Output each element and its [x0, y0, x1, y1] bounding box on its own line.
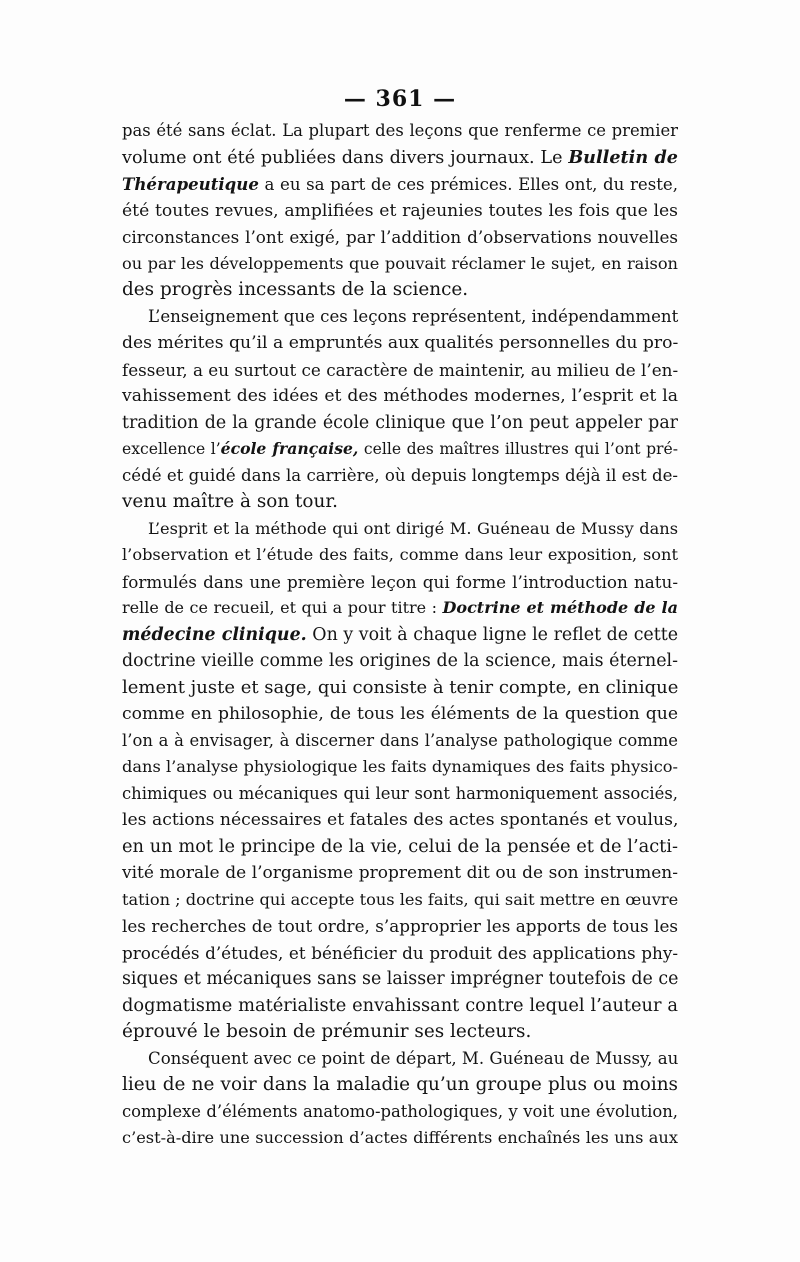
text-run: les recherches de tout ordre, s’approprier les apports de tous les — [122, 916, 678, 936]
italic-text: Doctrine et méthode de la — [442, 598, 678, 617]
text-run: des progrès incessants de la science. — [122, 279, 469, 300]
text-run: vahissement des idées et des méthodes modernes, l’esprit et la — [122, 386, 678, 406]
text-line — [122, 410, 678, 437]
text-run: formulés dans une première leçon qui forme l’introduction natu- — [122, 571, 678, 592]
text-run: les actions nécessaires et fatales des actes spontanés et voulus, — [122, 810, 679, 830]
text-line — [122, 807, 678, 834]
text-line — [122, 330, 678, 357]
text-line — [122, 1046, 678, 1073]
body-text — [122, 118, 678, 1152]
text-line — [122, 171, 678, 198]
text-line — [122, 860, 678, 887]
text-line — [122, 383, 678, 410]
text-run: ou par les développements que pouvait réclamer le sujet, en raison — [122, 253, 678, 273]
text-line — [122, 251, 678, 278]
text-line — [122, 754, 678, 781]
text-run: tradition de la grande école clinique que l’on peut appeler par — [122, 412, 678, 433]
text-line — [122, 940, 678, 967]
text-line — [122, 304, 678, 331]
italic-text: Bulletin de — [568, 146, 678, 168]
text-run: dans l’analyse physiologique les faits dynamiques des faits physico- — [122, 757, 678, 776]
text-line — [122, 1125, 678, 1152]
text-line — [122, 648, 678, 675]
text-line — [122, 198, 678, 225]
italic-text: Thérapeutique — [122, 174, 259, 194]
text-line — [122, 701, 678, 728]
text-line — [122, 277, 678, 304]
text-line — [122, 913, 678, 940]
text-run: procédés d’études, et bénéficier du produit des applications phy- — [122, 942, 678, 963]
text-line — [122, 622, 678, 649]
text-run: éprouvé le besoin de prémunir ses lecteurs. — [122, 1021, 532, 1042]
text-line — [122, 1099, 678, 1126]
text-run: L’enseignement que ces leçons représentent, indépendamment — [148, 306, 679, 326]
text-line — [122, 887, 678, 914]
text-line — [122, 357, 678, 384]
text-line — [122, 993, 678, 1020]
text-run: en un mot le principe de la vie, celui de la pensée et de l’acti- — [122, 835, 678, 857]
text-line — [122, 966, 678, 993]
text-line — [122, 1072, 678, 1099]
text-line — [122, 489, 678, 516]
text-line — [122, 1019, 678, 1046]
text-run: cédé et guidé dans la carrière, où depuis longtemps déjà il est de- — [122, 465, 678, 485]
text-run: volume ont été publiées dans divers journaux. Le — [122, 147, 569, 168]
text-line — [122, 224, 678, 251]
text-line — [122, 834, 678, 861]
text-line — [122, 463, 678, 490]
italic-text: médecine clinique. — [122, 624, 307, 645]
text-run: circonstances l’ont exigé, par l’addition d’observations nouvelles — [122, 227, 678, 247]
text-line — [122, 516, 678, 543]
text-run: excellence l’ — [122, 440, 221, 458]
text-run: a eu sa part de ces prémices. Elles ont, du reste, — [258, 175, 678, 194]
text-line — [122, 436, 678, 463]
text-run: vité morale de l’organisme proprement dit ou de son instrumen- — [122, 863, 678, 883]
text-line — [122, 675, 678, 702]
italic-text: école française, — [220, 439, 359, 458]
text-run: c’est-à-dire une succession d’actes différents enchaînés les uns aux — [122, 1128, 678, 1147]
text-line — [122, 781, 678, 808]
text-run: l’observation et l’étude des faits, comme dans leur exposition, sont — [122, 545, 678, 564]
text-line — [122, 728, 678, 755]
text-run: fesseur, a eu surtout ce caractère de maintenir, au milieu de l’en- — [122, 359, 679, 380]
text-line — [122, 542, 678, 569]
text-line — [122, 118, 678, 145]
text-run: celle des maîtres illustres qui l’ont pré- — [358, 440, 679, 458]
text-run: tation ; doctrine qui accepte tous les faits, qui sait mettre en œuvre — [122, 889, 679, 909]
text-run: comme en philosophie, de tous les éléments de la question que — [122, 704, 678, 724]
text-run: été toutes revues, amplifiées et rajeunies toutes les fois que les — [122, 200, 678, 221]
text-run: des mérites qu’il a empruntés aux qualités personnelles du pro- — [122, 333, 679, 353]
text-run: venu maître à son tour. — [122, 491, 338, 512]
text-run: doctrine vieille comme les origines de la science, mais éternel- — [122, 651, 678, 671]
text-run: l’on a à envisager, à discerner dans l’analyse pathologique comme — [122, 730, 678, 750]
text-run: siques et mécaniques sans se laisser imprégner toutefois de ce — [122, 969, 679, 989]
text-run: On y voit à chaque ligne le reflet de cette — [306, 624, 678, 645]
text-line — [122, 145, 678, 172]
text-line — [122, 569, 678, 596]
text-run: Conséquent avec ce point de départ, M. Guéneau de Mussy, au — [148, 1048, 679, 1068]
text-run: lieu de ne voir dans la maladie qu’un groupe plus ou moins — [122, 1074, 678, 1095]
page-number: — 361 — — [343, 86, 457, 112]
text-run: chimiques ou mécaniques qui leur sont harmoniquement associés, — [122, 783, 678, 803]
text-run: L’esprit et la méthode qui ont dirigé M. Guéneau de Mussy dans — [148, 518, 678, 538]
text-line — [122, 595, 678, 622]
text-run: complexe d’éléments anatomo-pathologiques, y voit une évolution, — [122, 1101, 678, 1121]
text-run: dogmatisme matérialiste envahissant contre lequel l’auteur a — [122, 994, 678, 1016]
text-run: pas été sans éclat. La plupart des leçons que renferme ce premier — [122, 121, 678, 140]
text-run: lement juste et sage, qui consiste à tenir compte, en clinique — [122, 676, 679, 698]
text-run: relle de ce recueil, et qui a pour titre : — [122, 598, 443, 617]
